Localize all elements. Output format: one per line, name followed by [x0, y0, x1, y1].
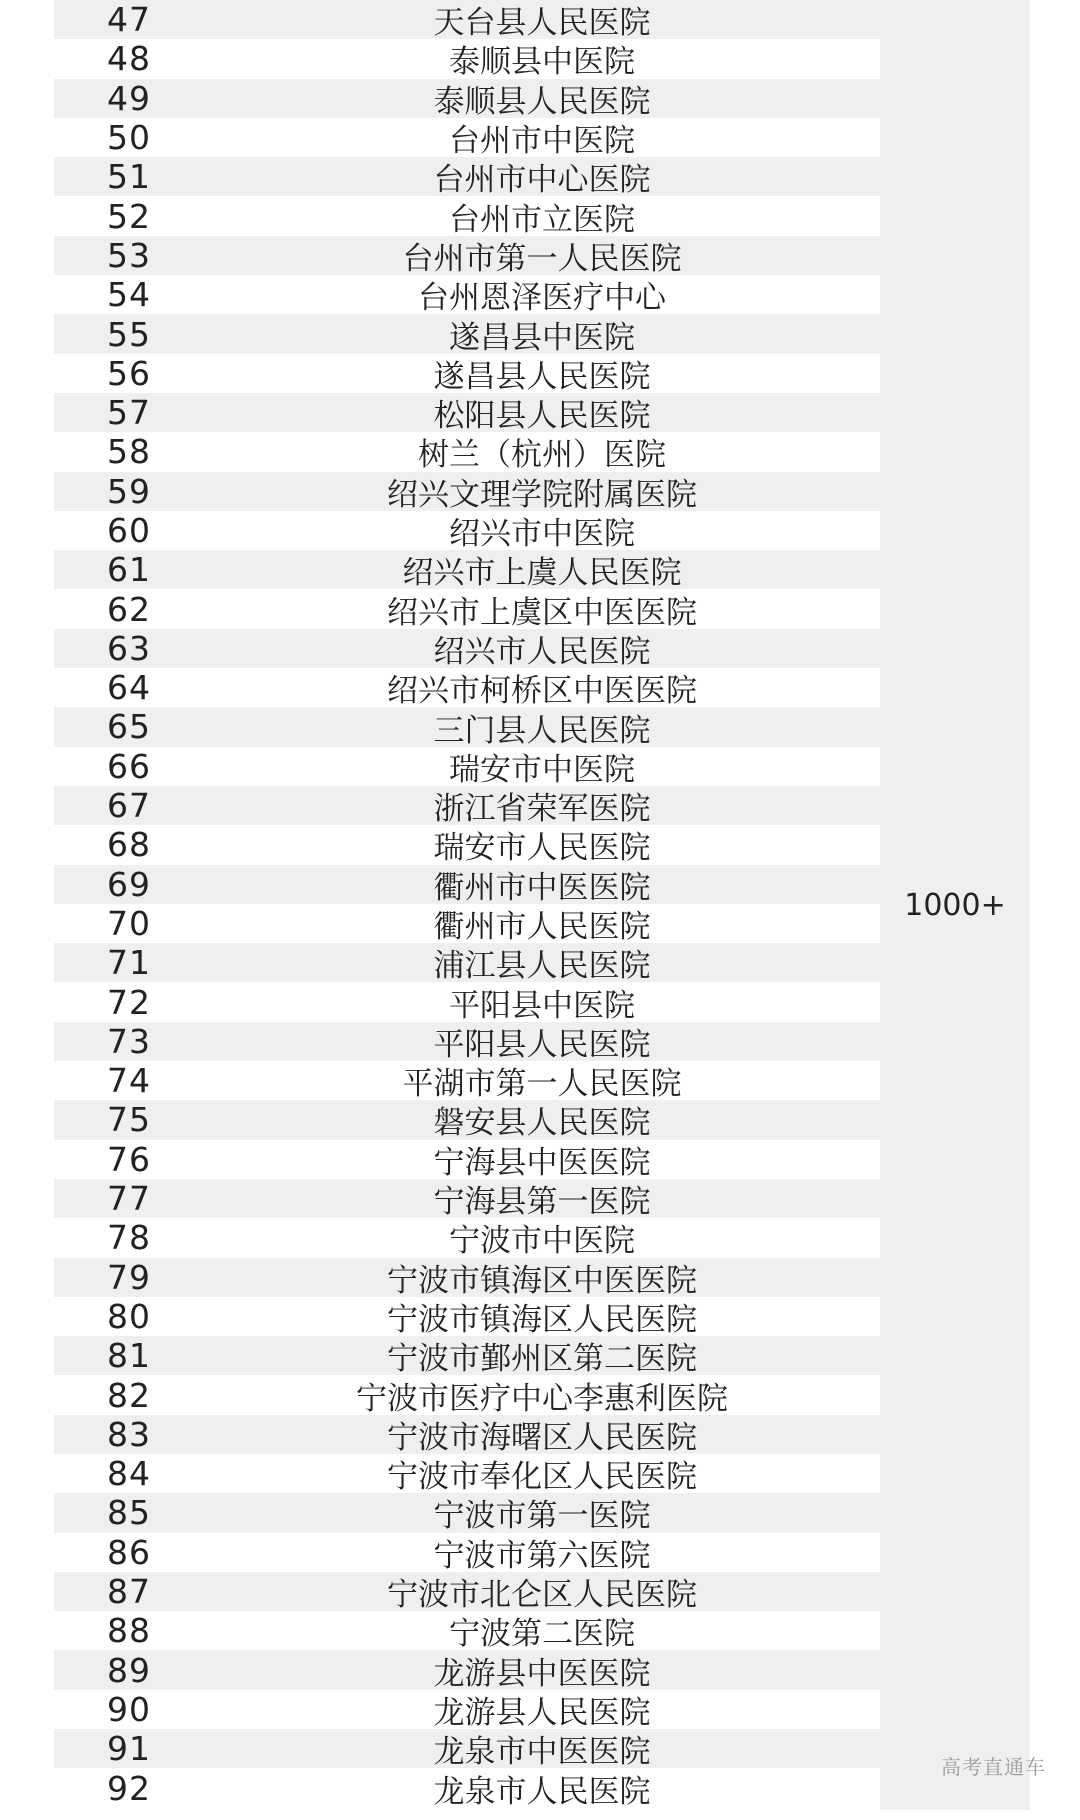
table-row [54, 354, 880, 393]
row-number: 62 [107, 589, 151, 629]
row-number: 73 [107, 1021, 151, 1061]
hospital-name: 宁波第二医院 [449, 1616, 635, 1653]
watermark-text: 高考直通车 [941, 1755, 1046, 1779]
hospital-name: 龙泉市中医医院 [433, 1734, 651, 1771]
row-number: 61 [107, 550, 151, 590]
table-row [54, 1336, 880, 1378]
table-row [54, 39, 880, 81]
table-row [54, 511, 880, 553]
hospital-name: 宁波市奉化区人民医院 [387, 1459, 697, 1496]
row-number: 80 [107, 1296, 151, 1336]
hospital-name: 瑞安市人民医院 [433, 830, 651, 867]
hospital-name: 宁波市北仑区人民医院 [387, 1577, 697, 1614]
hospital-name: 平湖市第一人民医院 [402, 1066, 682, 1103]
hospital-name: 绍兴市人民医院 [433, 633, 651, 670]
table-row [54, 865, 880, 904]
row-number: 53 [107, 235, 151, 275]
table-row [54, 825, 880, 867]
row-number: 69 [107, 864, 151, 904]
table-row [54, 314, 880, 356]
table-row [54, 275, 880, 317]
table-row [54, 236, 880, 275]
hospital-name: 绍兴市柯桥区中医医院 [387, 673, 697, 710]
table-row [54, 747, 880, 786]
row-number: 87 [107, 1572, 151, 1612]
row-number: 72 [107, 982, 151, 1022]
row-number: 91 [107, 1729, 151, 1769]
table-row [54, 0, 880, 42]
row-number: 83 [107, 1414, 151, 1454]
hospital-name: 树兰（杭州）医院 [418, 437, 666, 474]
table-row [54, 1022, 880, 1061]
hospital-name: 台州市中心医院 [433, 162, 651, 199]
row-number: 52 [107, 196, 151, 236]
table-row [54, 668, 880, 710]
hospital-name: 磐安县人民医院 [433, 1105, 651, 1142]
row-number: 76 [107, 1139, 151, 1179]
table-row [54, 1179, 880, 1221]
row-number: 78 [107, 1218, 151, 1258]
hospital-name: 龙游县中医医院 [433, 1655, 651, 1692]
count-column [880, 0, 1030, 1810]
hospital-name: 松阳县人民医院 [433, 398, 651, 435]
hospital-name: 宁波市第六医院 [433, 1537, 651, 1574]
table-row [54, 196, 880, 238]
table-row [54, 1218, 880, 1260]
table-row [54, 1533, 880, 1572]
table-row [54, 1768, 880, 1810]
row-number: 47 [107, 0, 151, 40]
hospital-name: 平阳县人民医院 [433, 1026, 651, 1063]
row-number: 49 [107, 78, 151, 118]
table-row [54, 1375, 880, 1417]
row-number: 88 [107, 1611, 151, 1651]
row-number: 57 [107, 393, 151, 433]
table-row [54, 629, 880, 668]
hospital-name: 龙泉市人民医院 [433, 1773, 651, 1810]
table-row [54, 1650, 880, 1692]
table-row [54, 707, 880, 749]
table-row [54, 1572, 880, 1614]
hospital-name: 遂昌县中医院 [449, 319, 635, 356]
hospital-name: 瑞安市中医院 [449, 751, 635, 788]
hospital-name: 衢州市人民医院 [433, 908, 651, 945]
table-row [54, 79, 880, 118]
table-row [54, 786, 880, 828]
table-row [54, 1140, 880, 1179]
hospital-name: 宁波市镇海区中医医院 [387, 1262, 697, 1299]
row-number: 56 [107, 353, 151, 393]
row-number: 81 [107, 1336, 151, 1376]
row-number: 92 [107, 1768, 151, 1808]
row-number: 86 [107, 1532, 151, 1572]
table-row [54, 943, 880, 985]
row-number: 64 [107, 668, 151, 708]
table-row [54, 1100, 880, 1142]
row-number: 82 [107, 1375, 151, 1415]
hospital-table [54, 0, 880, 1808]
table-row [54, 589, 880, 631]
row-number: 77 [107, 1179, 151, 1219]
row-number: 66 [107, 746, 151, 786]
row-number: 74 [107, 1061, 151, 1101]
row-number: 71 [107, 943, 151, 983]
hospital-name: 泰顺县中医院 [449, 44, 635, 81]
row-number: 50 [107, 118, 151, 158]
table-row [54, 904, 880, 943]
hospital-name: 绍兴市中医院 [449, 516, 635, 553]
hospital-name: 三门县人民医院 [433, 712, 651, 749]
hospital-name: 浙江省荣军医院 [433, 791, 651, 828]
hospital-name: 宁波市镇海区人民医院 [387, 1301, 697, 1338]
table-row [54, 1454, 880, 1496]
table-row [54, 1297, 880, 1336]
table-row [54, 550, 880, 592]
hospital-name: 泰顺县人民医院 [433, 83, 651, 120]
hospital-name: 宁海县中医医院 [433, 1144, 651, 1181]
table-row [54, 472, 880, 511]
table-row [54, 118, 880, 160]
table-row [54, 1258, 880, 1297]
hospital-name: 遂昌县人民医院 [433, 358, 651, 395]
hospital-name: 浦江县人民医院 [433, 948, 651, 985]
table-row [54, 1729, 880, 1771]
hospital-name: 台州市中医院 [449, 123, 635, 160]
table-row [54, 157, 880, 199]
row-number: 89 [107, 1650, 151, 1690]
hospital-name: 宁波市医疗中心李惠利医院 [356, 1380, 728, 1417]
row-number: 54 [107, 275, 151, 315]
row-number: 60 [107, 511, 151, 550]
table-row [54, 1061, 880, 1103]
row-number: 85 [107, 1493, 151, 1533]
hospital-name: 宁波市第一医院 [433, 1498, 651, 1535]
hospital-name: 龙游县人民医院 [433, 1694, 651, 1731]
row-number: 58 [107, 432, 151, 472]
row-number: 75 [107, 1100, 151, 1140]
row-number: 63 [107, 628, 151, 668]
hospital-name: 台州市第一人民医院 [402, 240, 682, 277]
table-row [54, 1493, 880, 1535]
hospital-name: 宁波市鄞州区第二医院 [387, 1341, 697, 1378]
hospital-name: 宁海县第一医院 [433, 1184, 651, 1221]
row-number: 79 [107, 1257, 151, 1297]
hospital-name: 台州恩泽医疗中心 [418, 280, 666, 317]
table-row [54, 432, 880, 474]
hospital-name: 绍兴市上虞区中医医院 [387, 594, 697, 631]
hospital-name: 平阳县中医院 [449, 987, 635, 1024]
row-number: 59 [107, 471, 151, 511]
row-number: 48 [107, 39, 151, 79]
table-row [54, 1415, 880, 1454]
row-number: 67 [107, 786, 151, 826]
hospital-name: 绍兴市上虞人民医院 [402, 555, 682, 592]
hospital-name: 宁波市海曙区人民医院 [387, 1419, 697, 1456]
row-number: 68 [107, 825, 151, 865]
table-row [54, 982, 880, 1024]
row-number: 55 [107, 314, 151, 354]
row-number: 65 [107, 707, 151, 747]
hospital-name: 天台县人民医院 [433, 5, 651, 42]
count-value: 1000+ [904, 887, 1006, 923]
hospital-name: 宁波市中医院 [449, 1223, 635, 1260]
row-number: 70 [107, 903, 151, 943]
table-row [54, 393, 880, 435]
hospital-name: 绍兴文理学院附属医院 [387, 476, 697, 513]
hospital-name: 台州市立医院 [449, 201, 635, 238]
row-number: 90 [107, 1689, 151, 1729]
row-number: 84 [107, 1454, 151, 1494]
row-number: 51 [107, 157, 151, 197]
hospital-name: 衢州市中医医院 [433, 869, 651, 906]
table-row [54, 1690, 880, 1729]
table-row [54, 1611, 880, 1653]
